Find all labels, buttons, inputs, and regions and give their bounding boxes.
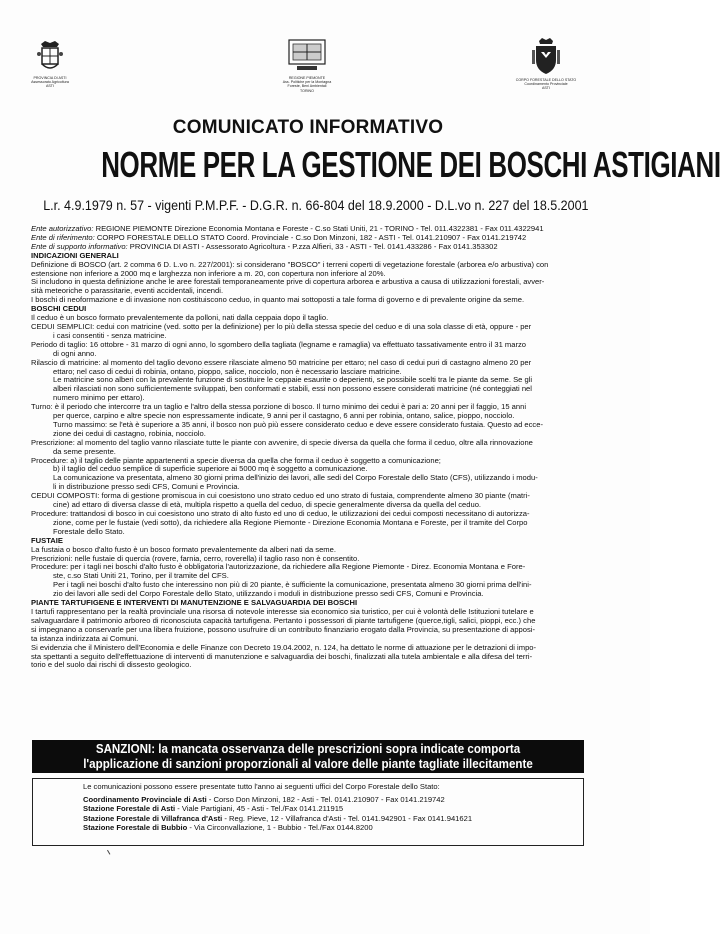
logo-left-line-1: PROVINCIA DI ASTI [33, 76, 67, 80]
paragraph-line: ta istanza indirizzata ai Comuni. [31, 633, 139, 643]
logo-center-line-1: REGIONE PIEMONTE [288, 76, 326, 80]
ente-riferimento: Ente di riferimento: CORPO FORESTALE DELLO STATO Coord. Provinciale - C.so Don Minzoni, 182 - ASTI - Tel. 0141.210907 - Fax 0141.219742 [31, 232, 527, 242]
logo-right-line-3: ASTI [542, 86, 550, 91]
logo-center-line-2: Ass. Politiche per la Montagna [282, 80, 332, 85]
comunicato-heading: COMUNICATO INFORMATIVO [172, 117, 444, 138]
contact-office-detail: - Reg. Pieve, 12 - Villafranca d'Asti - Tel. 0141.942901 - Fax 0141.941621 [222, 813, 473, 823]
paragraph-line: Il ceduo è un bosco formato prevalentemente da polloni, nati dalla ceppaia dopo il taglio. [31, 313, 329, 323]
paragraph-line: I boschi di neoformazione e di invasione non costituiscono ceduo, in quanto mai sottoposti a tale forma di governo e di prevalente origine da seme. [31, 295, 525, 305]
paragraph-line: Si includono in questa definizione anche le aree forestali temporaneamente prive di copertura arborea e arbustiva a causa di utilizzazioni forestali, avver- [31, 277, 545, 287]
forestale-shield-icon [531, 38, 561, 76]
sanzioni-line-1: SANZIONI: la mancata osservanza delle prescrizioni sopra indicate comporta [95, 742, 521, 756]
paragraph-line: di ogni anno. [53, 348, 97, 358]
sanzioni-line-2: l'applicazione di sanzioni proporzionali al valore delle piante tagliate illecitamente [83, 757, 533, 771]
law-references: L.r. 4.9.1979 n. 57 - vigenti P.M.P.F. - D.G.R. n. 66-804 del 18.9.2000 - D.L.vo n. 227 del 18.5.2001 [43, 198, 589, 213]
paragraph-line: torio e del suolo dai rischi di dissesto geologico. [31, 660, 192, 670]
paragraph-line: Procedure: trattandosi di bosco in cui coesistono uno strato di alto fusto ed uno di ceduo, le utilizzazioni dei cedui composti necessitano di autorizza- [31, 509, 530, 518]
paragraph-line: CEDUI COMPOSTI: forma di gestione promiscua in cui coesistono uno strato ceduo ed uno strato di fustaia, comprendente almeno 30 piante (matri- [31, 491, 530, 501]
logo-center-line-3: Foreste, Beni Ambientali [287, 84, 327, 89]
contact-office-name: Stazione Forestale di Bubbio [83, 823, 188, 833]
paragraph-line: ettaro; nel caso di cedui di robinia, ontano, pioppo, salice, nocciolo, non è necessario lasciare matricine. [53, 366, 402, 376]
contacts-box [32, 778, 584, 846]
contact-row [83, 823, 571, 833]
scan-mark [107, 848, 113, 854]
provincia-crest-icon [37, 40, 63, 74]
paragraph-line: da seme presente. [53, 446, 116, 456]
paragraph-line: li in distribuzione presso sedi CFS, Comuni e Provincia. [53, 482, 240, 492]
contacts-intro: Le comunicazioni possono essere presentate tutto l'anno ai seguenti uffici del Corpo Forestale dello Stato: [83, 782, 440, 791]
page-title: NORME PER LA GESTIONE DEI BOSCHI ASTIGIANI [101, 144, 721, 185]
paragraph-line: I tartufi rappresentano per la realtà provinciale una risorsa di notevole interesse sia economico sia turistico, per cui è volontà delle Istituzioni tutelare e [31, 606, 534, 616]
regione-piemonte-logo [274, 38, 340, 93]
paragraph-line: Si evidenzia che il Ministero dell'Economia e delle Finanze con Decreto 19.04.2002, n. 124, ha dettato le norme di attuazione per le detrazioni di impo- [31, 642, 537, 652]
paragraph-line: b) il taglio del ceduo semplice di superficie superiore ai 5000 mq è soggetto a comunicazione. [53, 464, 368, 474]
contact-row [83, 804, 571, 814]
contact-office-detail: - Corso Don Minzoni, 182 - Asti - Tel. 0141.210907 - Fax 0141.219742 [206, 794, 445, 804]
paragraph-line: Turno: è il periodo che intercorre tra un taglio e l'altro della stessa porzione di bosco. Il turno minimo dei cedui è pari a: 20 anni per il faggio, 15 anni [31, 402, 527, 412]
paragraph-line: La fustaia o bosco d'alto fusto è un bosco formato prevalentemente da alberi nati da seme. [31, 544, 336, 554]
paragraph-line: alberi rilasciati non sono sufficientemente sviluppati, ben conformati e stabili, essi non possono essere considerati matricine (né conteggiati nel [53, 384, 532, 394]
section-heading-cedui: BOSCHI CEDUI [31, 304, 87, 314]
contact-office-name: Coordinamento Provinciale di Asti [83, 794, 207, 804]
corpo-forestale-logo [508, 38, 584, 91]
contact-office-detail: - Via Circonvallazione, 1 - Bubbio - Tel./Fax 0144.8200 [187, 823, 373, 833]
paragraph-line: Prescrizioni: nelle fustaie di quercia (rovere, farnia, cerro, roverella) il taglio raso non è consentito. [31, 553, 360, 563]
contact-row [83, 814, 571, 824]
section-heading-indicazioni: INDICAZIONI GENERALI [31, 250, 119, 260]
paragraph-line: Procedure: per i tagli nei boschi d'alto fusto è obbligatoria l'autorizzazione, da richiedere alla Regione Piemonte - Direz. Economia Montana e Fore- [31, 562, 526, 572]
sanzioni-banner [32, 740, 584, 773]
paragraph-line: Le matricine sono alberi con la prevalente funzione di sostituire le ceppaie esaurite o deperienti, se possibile scelti tra le piante da seme. Se gli [53, 375, 533, 385]
paragraph-line: Definizione di BOSCO (art. 2 comma 6 D. L.vo n. 227/2001): si considerano "BOSCO" i terreni coperti di vegetazione forestale (arborea e/o arbustiva) con [31, 259, 549, 269]
paragraph-line: zione, come per le fustaie (vedi sotto), da richiedere alla Regione Piemonte - Direzione Economia Montana e Foreste, per il tramite del Corpo [53, 517, 528, 527]
provincia-asti-logo [22, 40, 78, 89]
paragraph-line: CEDUI SEMPLICI: cedui con matricine (ved. sotto per la definizione) per lo più della stessa specie del ceduo e di una sola classe di età, oppure - per [31, 321, 532, 331]
paragraph-line: Per i tagli nei boschi d'alto fusto che interessino non più di 20 piante, è sufficiente la comunicazione, presentata almeno 30 giorni prima dell'ini- [53, 580, 532, 590]
contact-office-name: Stazione Forestale di Asti [83, 804, 176, 814]
contact-row [83, 795, 571, 805]
logo-right-line-1: CORPO FORESTALE DELLO STATO [515, 78, 577, 82]
paragraph-line: numero minimo per ettaro). [53, 393, 145, 403]
paragraph-line: zione dei cedui di castagno, robinia, nocciolo. [53, 428, 206, 438]
logo-center-line-4: TORINO [300, 88, 314, 93]
contact-office-name: Stazione Forestale di Villafranca d'Asti [83, 813, 223, 823]
paragraph-line: cine) ad ettaro di diversa classe di età, multipla rispetto a quella del ceduo, di specie generalmente diversa da quella del ceduo. [53, 500, 482, 510]
paragraph-line: zio dei lavori alle sedi del Corpo Forestale dello Stato, utilizzando i moduli in distribuzione presso sedi CFS, Comuni e Provincia. [53, 589, 484, 599]
ente-autorizzativo: Ente autorizzativo: REGIONE PIEMONTE Direzione Economia Montana e Foreste - C.so Stati Uniti, 21 - TORINO - Tel. 011.4322381 - Fax 011.4322941 [31, 224, 544, 233]
paragraph-line: Forestale dello Stato. [53, 526, 125, 536]
paragraph-line: La comunicazione va presentata, almeno 30 giorni prima dell'inizio dei lavori, alle sedi del Corpo Forestale dello Stato (CFS), utilizzando i modu- [53, 473, 538, 483]
paragraph-line: si impegnano a conservarle per una libera fruizione, possono usufruire di un contributo finanziario erogato dalla Provincia, su presentazione di apposi- [31, 624, 536, 634]
paragraph-line: Turno massimo: se l'età è superiore a 35 anni, il bosco non può più essere considerato ceduo e deve essere considerato fustaia. Questo ad ecce- [53, 419, 543, 429]
section-heading-fustaie: FUSTAIE [31, 535, 63, 545]
paragraph-line: i casi consentiti - senza matricine. [53, 330, 167, 340]
paragraph-line: Procedure: a) il taglio delle piante appartenenti a specie diversa da quella che forma il ceduo è soggetto a comunicazione; [31, 455, 441, 465]
document-body [31, 225, 591, 670]
logo-left-line-2: Assessorato Agricoltura [31, 80, 69, 85]
logo-left-line-3: ASTI [46, 84, 54, 89]
paragraph-line: sta spettanti a seguito dell'effettuazione di interventi di manutenzione e salvaguardia dei boschi, finalizzati alla tutela ambientale e alla difesa del terri- [31, 651, 533, 661]
regione-emblem-icon [287, 38, 327, 74]
paragraph-line: ste, c.so Stati Uniti 21, Torino, per il tramite del CFS. [53, 571, 229, 581]
paragraph-line: estensione non inferiore a 2000 mq e larghezza non inferiore a m. 20, con copertura non inferiore al 20%. [31, 268, 386, 278]
paragraph-line: per querce, carpino e altre specie non espressamente indicate, 9 anni per il castagno, 6 anni per robinia, ontano, salice, pioppo, nocciolo. [53, 411, 515, 421]
paragraph-line: salvaguardare il patrimonio arboreo di riconosciuta capacità tartufigena. Pertanto i possessori di piante tartufigene (querce,tigli, salici, pioppi, ecc.) che [31, 615, 536, 625]
paragraph-line: Periodo di taglio: 16 ottobre - 31 marzo di ogni anno, lo sgombero della tagliata (legname e ramaglia) va effettuato tassativamente entro il 31 marzo [31, 339, 527, 349]
paragraph-line: Rilascio di matricine: al momento del taglio devono essere rilasciate almeno 50 matricine per ettaro; nel caso di cedui puri di castagno almeno 20 per [31, 357, 532, 367]
paragraph-line: Prescrizione: al momento del taglio vanno rilasciate tutte le piante con avvenire, di specie diversa da quella che forma il ceduo, oltre alla rinnovazione [31, 437, 533, 447]
logo-right-line-2: Coordinamento Provinciale [524, 82, 568, 87]
section-heading-tartufigene: PIANTE TARTUFIGENE E INTERVENTI DI MANUTENZIONE E SALVAGUARDIA DEI BOSCHI [31, 598, 358, 608]
contact-office-detail: - Viale Partigiani, 45 - Asti - Tel./Fax 0141.211915 [175, 804, 344, 814]
paragraph-line: sità meteoriche o parassitarie, eventi accidentali, incendi. [31, 286, 224, 296]
ente-supporto: Ente di supporto informativo: PROVINCIA DI ASTI - Assessorato Agricoltura - P.zza Alfieri, 33 - ASTI - Tel. 0141.433286 - Fax 0141.353302 [31, 241, 498, 251]
